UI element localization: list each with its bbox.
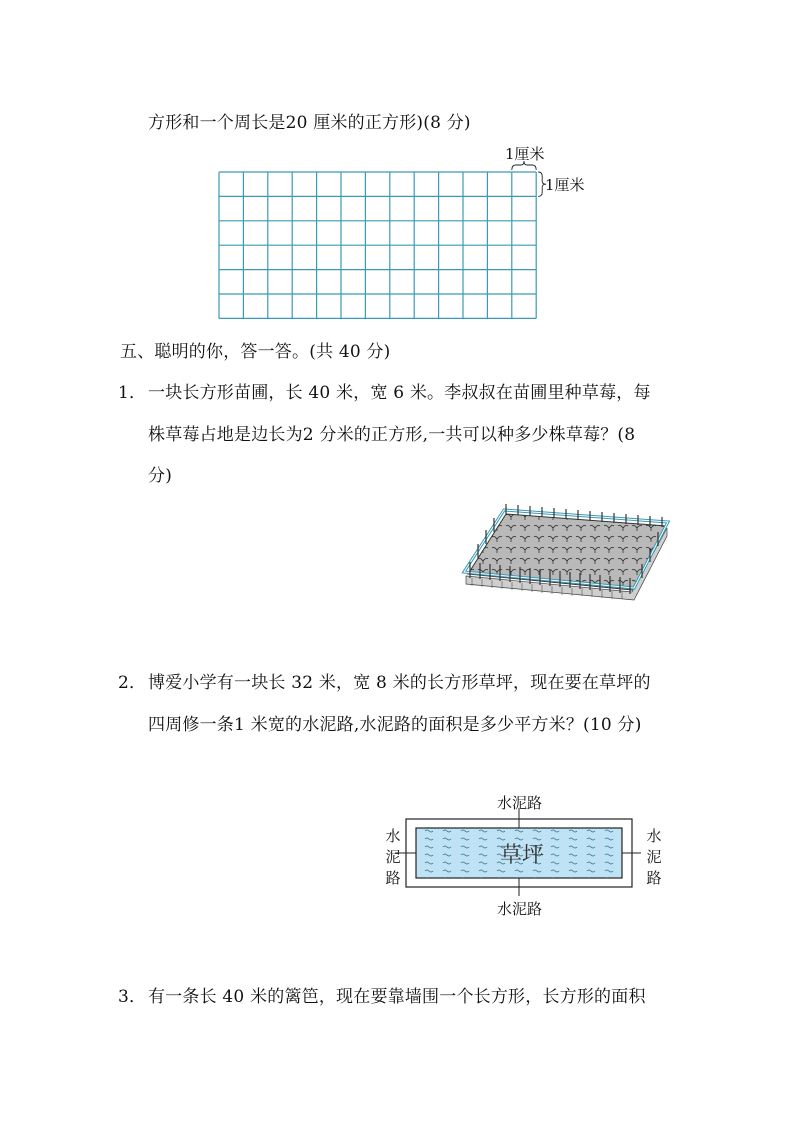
q3-number: 3． — [118, 987, 147, 1007]
road-label-bottom: 水泥路 — [497, 900, 543, 918]
q2-number: 2． — [118, 673, 147, 693]
q1-number: 1． — [118, 383, 147, 403]
road-label-left-char: 路 — [385, 869, 401, 887]
road-label-right-char: 泥 — [646, 848, 662, 866]
road-label-left — [384, 826, 402, 889]
q2-line-1: 博爱小学有一块长 32 米，宽 8 米的长方形草坪，现在要在草坪的 — [148, 673, 651, 693]
grid-label-top: 1厘米 — [505, 145, 545, 163]
q1-line-2: 株草莓占地是边长为2 分米的正方形,一共可以种多少株草莓？(8 — [148, 425, 636, 445]
q3-line-1: 有一条长 40 米的篱笆，现在要靠墙围一个长方形，长方形的面积 — [148, 987, 646, 1007]
road-label-left-char: 泥 — [385, 848, 401, 866]
intro-line: 方形和一个周长是20 厘米的正方形)(8 分) — [148, 113, 471, 133]
nursery-illustration — [462, 500, 674, 602]
section-heading: 五、聪明的你，答一答。(共 40 分) — [120, 342, 391, 362]
road-label-right-char: 路 — [646, 869, 662, 887]
q1-line-3: 分) — [148, 466, 173, 486]
road-label-right-char: 水 — [646, 827, 662, 845]
road-label-top: 水泥路 — [497, 794, 543, 812]
q1-line-1: 一块长方形苗圃，长 40 米，宽 6 米。李叔叔在苗圃里种草莓，每 — [148, 383, 651, 403]
road-label-right — [645, 826, 663, 889]
road-label-left-char: 水 — [385, 827, 401, 845]
grid-label-right: 1厘米 — [545, 176, 585, 194]
q2-line-2: 四周修一条1 米宽的水泥路,水泥路的面积是多少平方米？(10 分) — [148, 715, 642, 735]
lawn-label: 草坪 — [500, 843, 545, 868]
